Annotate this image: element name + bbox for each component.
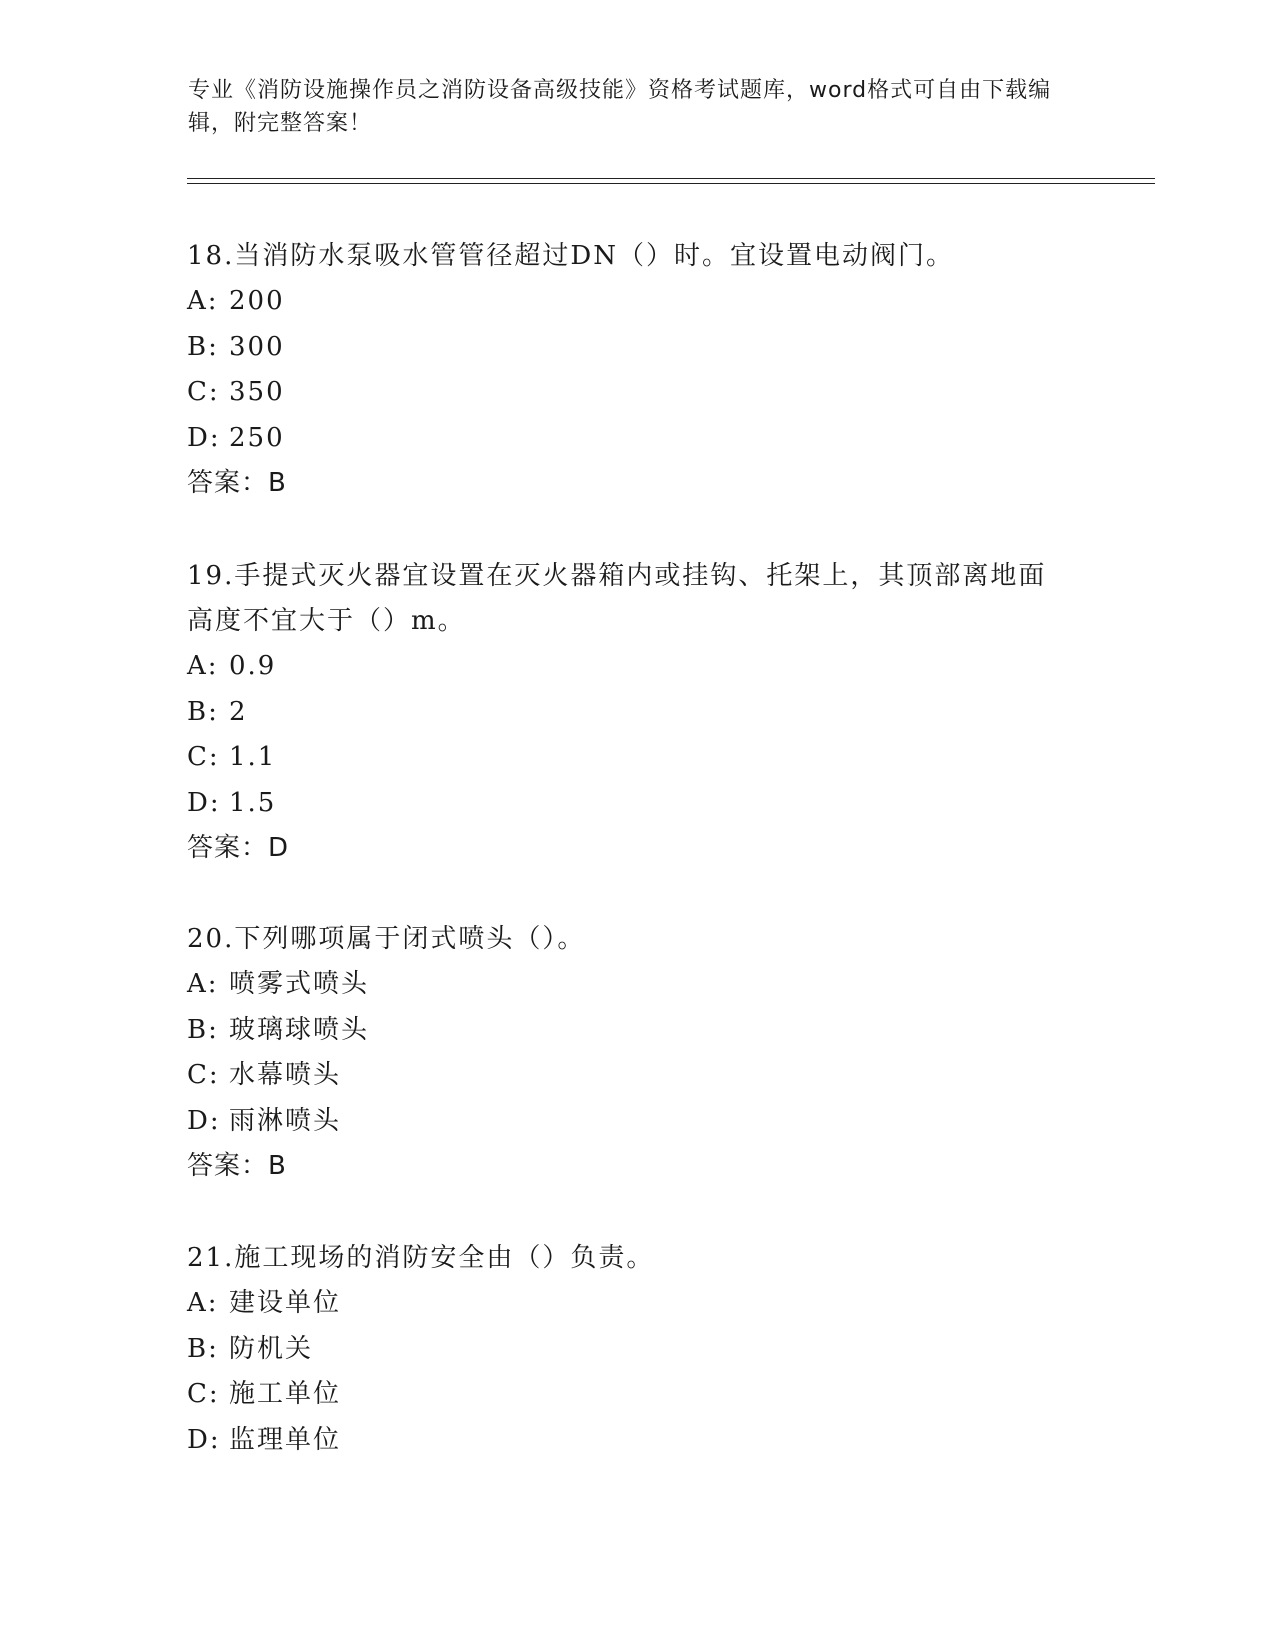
option-text: 1.5 [229,787,277,818]
option-d [187,1099,1087,1145]
option-key: B: [187,1333,219,1364]
question-20 [187,917,1087,1189]
option-c [187,1053,1087,1099]
option-key: C: [187,377,220,407]
option-text: 1.1 [229,742,277,772]
option-b [187,1327,1087,1373]
option-key: B: [187,696,219,727]
answer-line: 答案：B [187,1151,287,1181]
option-a [187,962,1087,1008]
header-divider-bottom [187,183,1155,184]
option-text: 300 [229,331,285,362]
option-text: 2 [229,696,248,727]
option-text: 防机关 [229,1333,314,1364]
question-stem: 21.施工现场的消防安全由（）负责。 [187,1243,655,1273]
option-key: D: [187,1105,221,1136]
answer-line: 答案：B [187,468,287,498]
header-divider-top [187,178,1155,179]
option-text: 建设单位 [229,1288,342,1318]
option-text: 水幕喷头 [229,1060,342,1090]
option-key: B: [187,331,219,362]
option-text: 200 [229,286,285,316]
option-key: C: [187,1060,220,1090]
option-key: D: [187,1424,221,1455]
option-d [187,416,1087,462]
option-text: 350 [229,377,285,407]
option-key: A: [187,286,219,316]
option-a [187,1281,1087,1327]
question-21 [187,1236,1087,1463]
option-c [187,370,1087,416]
option-key: C: [187,742,220,772]
option-key: D: [187,787,221,818]
option-a [187,279,1087,325]
document-header: 专业《消防设施操作员之消防设备高级技能》资格考试题库，word格式可自由下载编辑，附完整答案！ [188,78,1052,136]
option-text: 施工单位 [229,1379,342,1409]
option-b [187,325,1087,371]
option-d [187,1418,1087,1464]
answer-line: 答案：D [187,833,290,863]
question-18 [187,234,1087,506]
option-key: A: [187,1288,219,1318]
option-a [187,644,1087,690]
option-b [187,1008,1087,1054]
option-key: A: [187,969,219,999]
option-c [187,1372,1087,1418]
question-stem: 19.手提式灭火器宜设置在灭火器箱内或挂钩、托架上，其顶部离地面高度不宜大于（）m。 [187,561,1047,636]
option-key: C: [187,1379,220,1409]
question-stem: 20.下列哪项属于闭式喷头（）。 [187,924,586,954]
option-text: 250 [229,422,285,453]
option-key: B: [187,1014,219,1045]
option-c [187,735,1087,781]
question-stem: 18.当消防水泵吸水管管径超过DN（）时。宜设置电动阀门。 [187,241,954,271]
question-19 [187,554,1087,871]
option-text: 0.9 [229,651,277,681]
option-b [187,690,1087,736]
option-d [187,781,1087,827]
option-text: 玻璃球喷头 [229,1014,370,1045]
option-key: D: [187,422,221,453]
option-text: 雨淋喷头 [229,1105,342,1136]
option-key: A: [187,651,219,681]
option-text: 喷雾式喷头 [229,969,370,999]
option-text: 监理单位 [229,1424,342,1455]
